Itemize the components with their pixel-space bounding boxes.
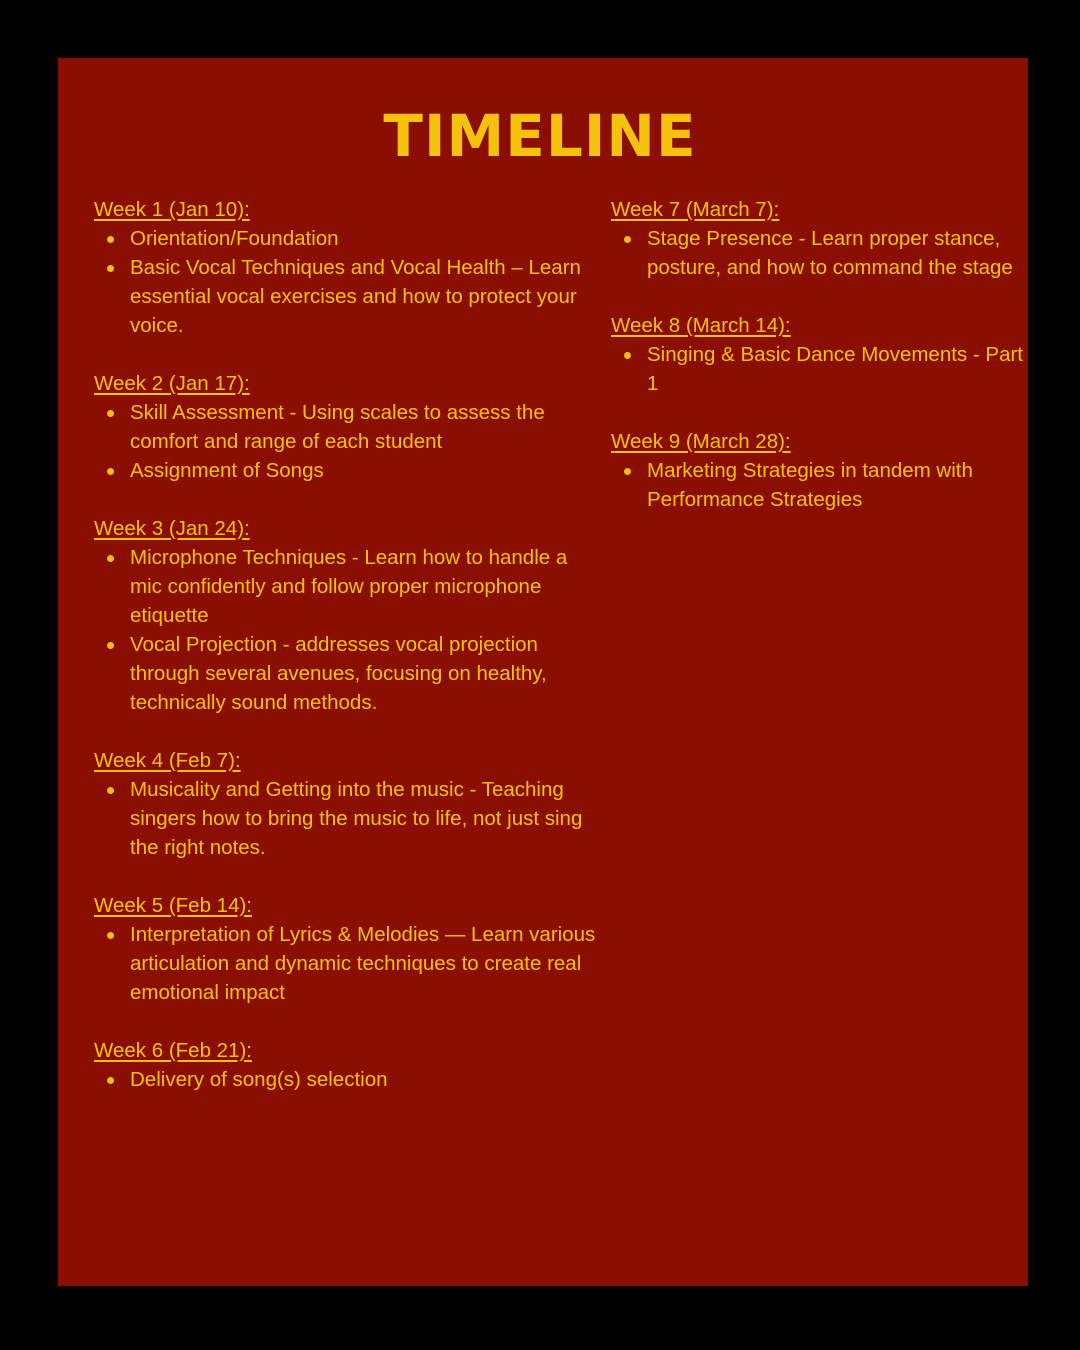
list-item — [94, 253, 604, 340]
week-section — [94, 891, 604, 1007]
list-item — [94, 224, 604, 253]
week-item-list — [611, 456, 1031, 514]
week-heading-link[interactable]: Week 4 (Feb 7): — [94, 749, 241, 772]
bullet-icon — [107, 787, 114, 794]
week-heading-link[interactable]: Week 3 (Jan 24): — [94, 517, 250, 540]
week-heading-link[interactable]: Week 7 (March 7): — [611, 198, 780, 221]
bullet-icon — [624, 468, 631, 475]
list-item-text: Marketing Strategies in tandem with Performance Strategies — [647, 459, 973, 511]
list-item-text: Stage Presence - Learn proper stance, posture, and how to command the stage — [647, 227, 1013, 279]
list-item-text: Basic Vocal Techniques and Vocal Health – Learn essential vocal exercises and how to protect your voice. — [130, 256, 581, 337]
bullet-icon — [107, 642, 114, 649]
list-item-text: Assignment of Songs — [130, 459, 324, 482]
list-item-text: Singing & Basic Dance Movements - Part 1 — [647, 343, 1023, 395]
bullet-icon — [107, 555, 114, 562]
bullet-icon — [107, 410, 114, 417]
week-item-list — [94, 920, 604, 1007]
week-heading-link[interactable]: Week 8 (March 14): — [611, 314, 791, 337]
week-item-list — [611, 340, 1031, 398]
week-item-list — [94, 543, 604, 717]
bullet-icon — [107, 932, 114, 939]
list-item-text: Orientation/Foundation — [130, 227, 339, 250]
list-item-text: Vocal Projection - addresses vocal projection through several avenues, focusing on healthy, technically sound methods. — [130, 633, 547, 714]
bullet-icon — [107, 236, 114, 243]
list-item — [611, 456, 1031, 514]
page-title: TIMELINE — [383, 102, 697, 170]
list-item-text: Delivery of song(s) selection — [130, 1068, 388, 1091]
bullet-icon — [624, 352, 631, 359]
list-item — [94, 920, 604, 1007]
week-item-list — [94, 224, 604, 340]
bullet-icon — [107, 468, 114, 475]
week-section — [94, 746, 604, 862]
list-item — [94, 1065, 604, 1094]
list-item — [94, 775, 604, 862]
list-item-text: Musicality and Getting into the music - Teaching singers how to bring the music to life, not just sing the right notes. — [130, 778, 583, 859]
list-item-text: Microphone Techniques - Learn how to handle a mic confidently and follow proper microphone etiquette — [130, 546, 568, 627]
list-item — [611, 224, 1031, 282]
week-section — [611, 311, 1031, 398]
list-item — [94, 630, 604, 717]
list-item — [94, 456, 604, 485]
week-heading-link[interactable]: Week 6 (Feb 21): — [94, 1039, 252, 1062]
bullet-icon — [107, 1077, 114, 1084]
week-item-list — [94, 398, 604, 485]
week-section — [611, 195, 1031, 282]
week-item-list — [94, 775, 604, 862]
week-section — [611, 427, 1031, 514]
bullet-icon — [107, 265, 114, 272]
left-column — [94, 195, 604, 1123]
week-item-list — [611, 224, 1031, 282]
week-section — [94, 195, 604, 340]
list-item — [94, 543, 604, 630]
right-column — [611, 195, 1031, 543]
list-item-text: Skill Assessment - Using scales to assess the comfort and range of each student — [130, 401, 545, 453]
week-section — [94, 514, 604, 717]
week-heading-link[interactable]: Week 2 (Jan 17): — [94, 372, 250, 395]
bullet-icon — [624, 236, 631, 243]
list-item-text: Interpretation of Lyrics & Melodies — Learn various articulation and dynamic techniques to create real emotional impact — [130, 923, 596, 1004]
list-item — [94, 398, 604, 456]
week-section — [94, 369, 604, 485]
list-item — [611, 340, 1031, 398]
week-heading-link[interactable]: Week 9 (March 28): — [611, 430, 791, 453]
week-heading-link[interactable]: Week 5 (Feb 14): — [94, 894, 252, 917]
week-section — [94, 1036, 604, 1094]
week-item-list — [94, 1065, 604, 1094]
week-heading-link[interactable]: Week 1 (Jan 10): — [94, 198, 250, 221]
